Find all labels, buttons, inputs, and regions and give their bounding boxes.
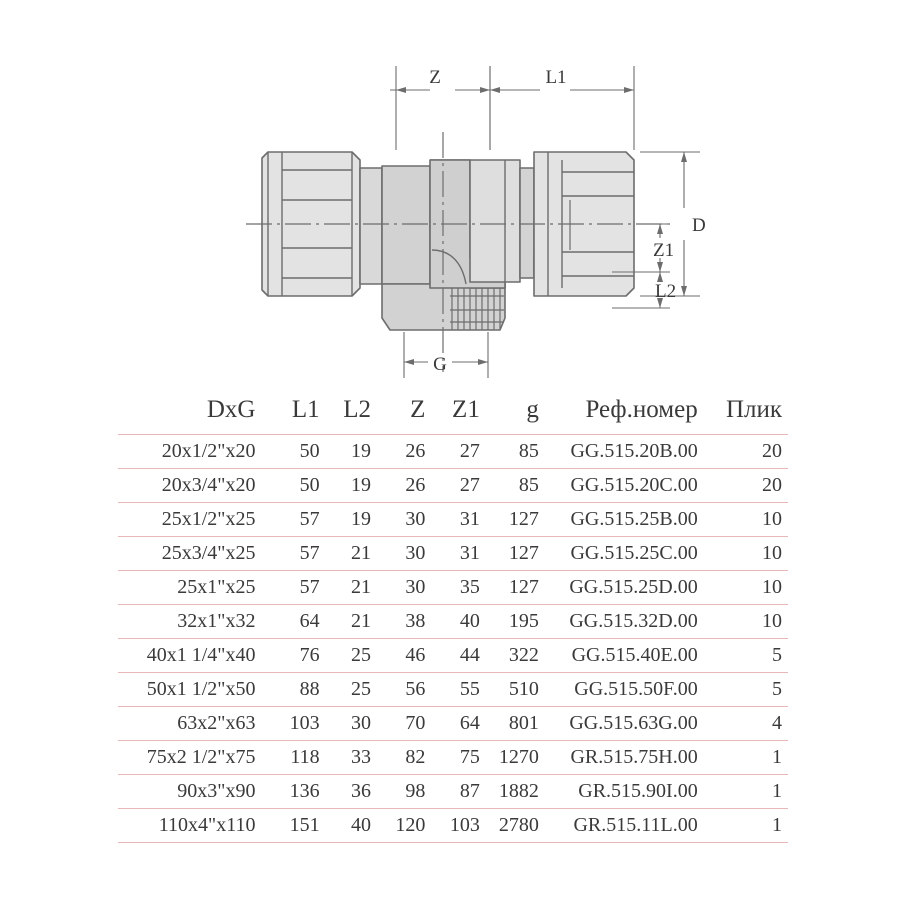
- cell-ref: GG.515.32D.00: [545, 605, 714, 639]
- cell-l2: 21: [326, 537, 377, 571]
- right-sleeve: [470, 160, 520, 282]
- table-row: [118, 809, 788, 843]
- table-row: [118, 707, 788, 741]
- cell-ref: GG.515.20C.00: [545, 469, 714, 503]
- table-row: [118, 537, 788, 571]
- cell-z1: 27: [431, 435, 485, 469]
- cell-pack: 10: [714, 537, 788, 571]
- cell-dxg: 75x2 1/2"x75: [118, 741, 269, 775]
- cell-dxg: 32x1"x32: [118, 605, 269, 639]
- cell-z1: 31: [431, 503, 485, 537]
- cell-z: 30: [377, 503, 431, 537]
- cell-pack: 5: [714, 673, 788, 707]
- cell-ref: GG.515.63G.00: [545, 707, 714, 741]
- cell-dxg: 25x1/2"x25: [118, 503, 269, 537]
- cell-pack: 10: [714, 571, 788, 605]
- cell-dxg: 20x1/2"x20: [118, 435, 269, 469]
- cell-z: 82: [377, 741, 431, 775]
- spec-table: [118, 392, 788, 843]
- cell-z: 26: [377, 469, 431, 503]
- cell-z: 30: [377, 571, 431, 605]
- cell-z1: 55: [431, 673, 485, 707]
- cell-l1: 76: [269, 639, 325, 673]
- spec-table-container: [118, 392, 788, 843]
- cell-ref: GG.515.25C.00: [545, 537, 714, 571]
- table-row: [118, 503, 788, 537]
- cell-z1: 87: [431, 775, 485, 809]
- cell-g: 127: [486, 503, 545, 537]
- cell-dxg: 110x4"x110: [118, 809, 269, 843]
- cell-l1: 118: [269, 741, 325, 775]
- technical-drawing: [0, 0, 900, 390]
- table-row: [118, 435, 788, 469]
- cell-g: 127: [486, 571, 545, 605]
- table-row: [118, 673, 788, 707]
- fitting-drawing-svg: [0, 0, 900, 390]
- cell-pack: 4: [714, 707, 788, 741]
- cell-l1: 88: [269, 673, 325, 707]
- spec-table-body: [118, 435, 788, 843]
- cell-g: 510: [486, 673, 545, 707]
- cell-ref: GR.515.90I.00: [545, 775, 714, 809]
- cell-z: 70: [377, 707, 431, 741]
- cell-pack: 1: [714, 741, 788, 775]
- table-row: [118, 571, 788, 605]
- cell-l2: 25: [326, 673, 377, 707]
- cell-l1: 151: [269, 809, 325, 843]
- cell-z: 46: [377, 639, 431, 673]
- cell-l1: 103: [269, 707, 325, 741]
- cell-dxg: 25x3/4"x25: [118, 537, 269, 571]
- cell-l1: 50: [269, 435, 325, 469]
- cell-z1: 75: [431, 741, 485, 775]
- cell-g: 2780: [486, 809, 545, 843]
- fitting-body: [262, 152, 634, 330]
- cell-l2: 21: [326, 571, 377, 605]
- column-header-z1: Z1: [452, 396, 480, 423]
- cell-z1: 35: [431, 571, 485, 605]
- cell-dxg: 63x2"x63: [118, 707, 269, 741]
- column-header-z: Z: [410, 396, 426, 423]
- column-header-l1: L1: [291, 396, 320, 423]
- seal-seat: [520, 168, 534, 278]
- column-header-ref: Реф.номер: [585, 396, 698, 423]
- cell-l2: 33: [326, 741, 377, 775]
- cell-pack: 10: [714, 503, 788, 537]
- cell-l1: 57: [269, 537, 325, 571]
- cell-dxg: 50x1 1/2"x50: [118, 673, 269, 707]
- column-header-pack: Плик: [725, 396, 782, 423]
- dimension-label-d: D: [692, 215, 706, 236]
- cell-ref: GG.515.25B.00: [545, 503, 714, 537]
- cell-l2: 21: [326, 605, 377, 639]
- cell-z: 26: [377, 435, 431, 469]
- cell-z: 56: [377, 673, 431, 707]
- cell-dxg: 90x3"x90: [118, 775, 269, 809]
- table-row: [118, 775, 788, 809]
- cell-g: 127: [486, 537, 545, 571]
- cell-pack: 20: [714, 469, 788, 503]
- center-body: [382, 166, 430, 284]
- cell-g: 195: [486, 605, 545, 639]
- cell-g: 801: [486, 707, 545, 741]
- cell-pack: 1: [714, 775, 788, 809]
- dimension-label-z: Z: [429, 67, 441, 88]
- cell-g: 1882: [486, 775, 545, 809]
- cell-l2: 36: [326, 775, 377, 809]
- cell-ref: GG.515.50F.00: [545, 673, 714, 707]
- cell-pack: 1: [714, 809, 788, 843]
- cell-l1: 64: [269, 605, 325, 639]
- cell-ref: GG.515.40E.00: [545, 639, 714, 673]
- cell-l1: 57: [269, 503, 325, 537]
- left-shoulder: [360, 168, 382, 284]
- dimension-label-g: G: [433, 354, 447, 375]
- table-row: [118, 469, 788, 503]
- cell-l2: 19: [326, 469, 377, 503]
- spec-table-head: [118, 392, 788, 435]
- cell-z1: 44: [431, 639, 485, 673]
- table-row: [118, 639, 788, 673]
- cell-g: 322: [486, 639, 545, 673]
- cell-g: 1270: [486, 741, 545, 775]
- cell-z: 38: [377, 605, 431, 639]
- column-header-g: g: [526, 396, 539, 423]
- cell-dxg: 20x3/4"x20: [118, 469, 269, 503]
- cell-l2: 40: [326, 809, 377, 843]
- spec-table-header-row: [118, 392, 788, 435]
- cell-z1: 64: [431, 707, 485, 741]
- dimension-label-l2: L2: [655, 281, 677, 302]
- cell-g: 85: [486, 469, 545, 503]
- cell-l2: 30: [326, 707, 377, 741]
- cell-z1: 103: [431, 809, 485, 843]
- cell-ref: GG.515.25D.00: [545, 571, 714, 605]
- cell-pack: 20: [714, 435, 788, 469]
- cell-g: 85: [486, 435, 545, 469]
- cell-z1: 31: [431, 537, 485, 571]
- cell-pack: 5: [714, 639, 788, 673]
- cell-l1: 50: [269, 469, 325, 503]
- table-row: [118, 605, 788, 639]
- cell-dxg: 40x1 1/4"x40: [118, 639, 269, 673]
- cell-ref: GR.515.11L.00: [545, 809, 714, 843]
- cell-l2: 19: [326, 503, 377, 537]
- cell-dxg: 25x1"x25: [118, 571, 269, 605]
- cell-ref: GR.515.75H.00: [545, 741, 714, 775]
- cell-l1: 57: [269, 571, 325, 605]
- cell-z: 120: [377, 809, 431, 843]
- dimension-label-z1: Z1: [653, 240, 675, 261]
- cell-z1: 40: [431, 605, 485, 639]
- cell-l2: 19: [326, 435, 377, 469]
- column-header-dxg: DxG: [206, 396, 256, 423]
- cell-z: 30: [377, 537, 431, 571]
- table-row: [118, 741, 788, 775]
- dimension-label-l1: L1: [545, 67, 567, 88]
- cell-l1: 136: [269, 775, 325, 809]
- cell-l2: 25: [326, 639, 377, 673]
- cell-z1: 27: [431, 469, 485, 503]
- cell-pack: 10: [714, 605, 788, 639]
- cell-z: 98: [377, 775, 431, 809]
- cell-ref: GG.515.20B.00: [545, 435, 714, 469]
- column-header-l2: L2: [343, 396, 372, 423]
